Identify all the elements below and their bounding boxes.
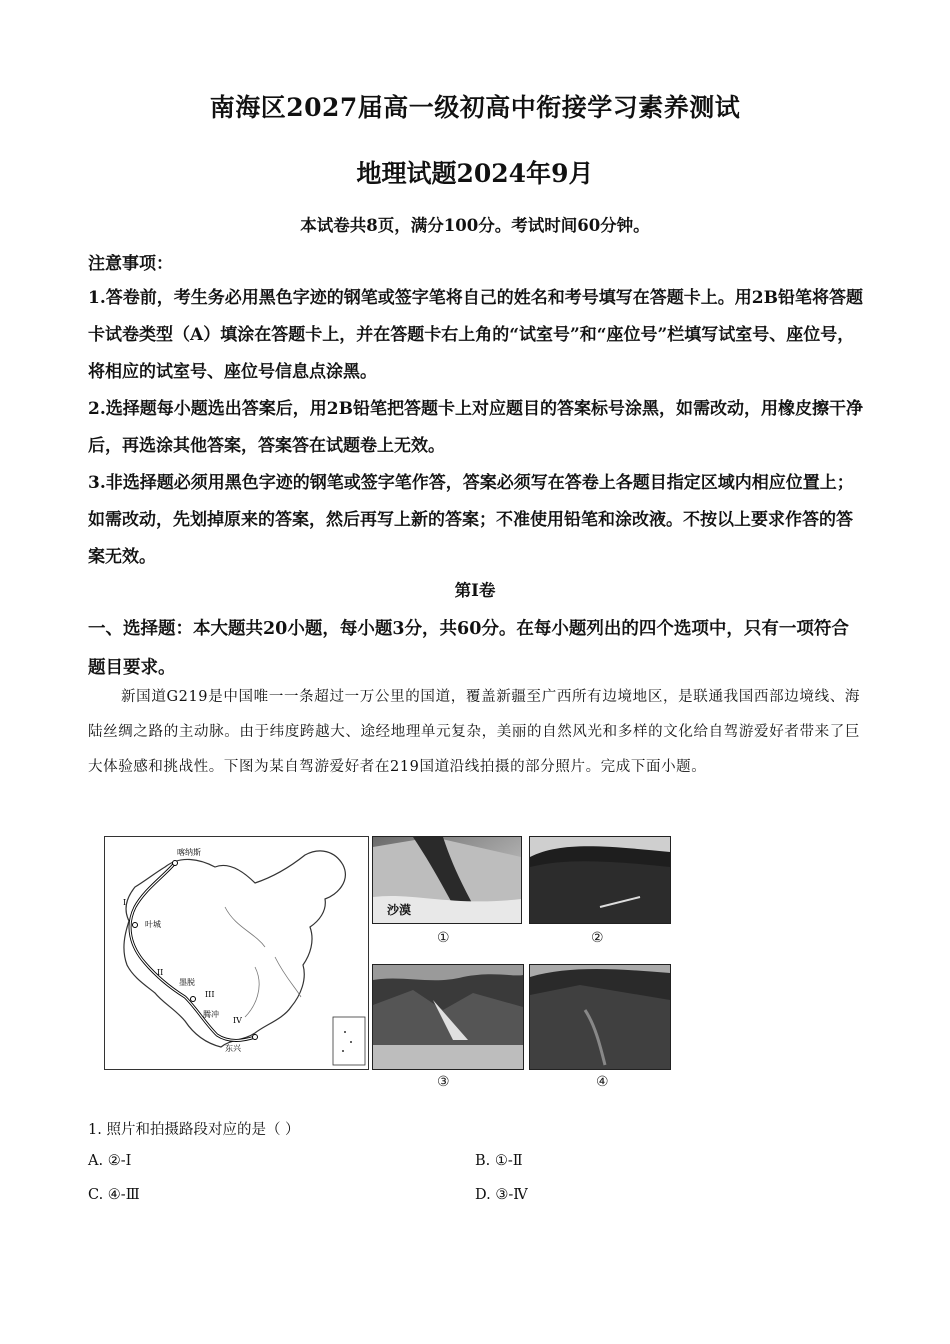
photo-label-3: ③ bbox=[437, 1074, 450, 1090]
map-label-seg2: II bbox=[157, 968, 164, 977]
photo-4 bbox=[529, 964, 671, 1070]
photo-1 bbox=[372, 836, 522, 924]
map-label-yecheng: 叶城 bbox=[145, 920, 161, 929]
china-map bbox=[104, 836, 369, 1070]
map-label-seg3: III bbox=[205, 990, 215, 999]
exam-subtitle: 地理试题2024年9月 bbox=[356, 159, 594, 188]
figure bbox=[104, 836, 674, 1098]
notes-list bbox=[88, 280, 863, 576]
map-label-seg1: I bbox=[123, 898, 127, 907]
note-item: 2.选择题每小题选出答案后，用2B铅笔把答题卡上对应题目的答案标号涂黑，如需改动，用橡皮擦干净后，再选涂其他答案，答案答在试题卷上无效。 bbox=[88, 399, 863, 456]
photo-label-4: ④ bbox=[596, 1074, 609, 1090]
option-a[interactable]: A. ②-I bbox=[88, 1153, 132, 1169]
photo-label-1: ① bbox=[437, 930, 450, 946]
question-1-stem: 1. 照片和拍摄路段对应的是（ ） bbox=[88, 1122, 300, 1138]
map-label-seg4: IV bbox=[233, 1016, 242, 1025]
map-label-motuo: 墨脱 bbox=[179, 978, 195, 987]
exam-title: 南海区2027届高一级初高中衔接学习素养测试 bbox=[209, 93, 741, 122]
map-label-kanas: 喀纳斯 bbox=[177, 848, 201, 857]
map-svg bbox=[105, 837, 368, 1069]
note-item: 3.非选择题必须用黑色字迹的钢笔或签字笔作答，答案必须写在答卷上各题目指定区域内相应位置上；如需改动，先划掉原来的答案，然后再写上新的答案；不准使用铅笔和涂改液。不按以上要求作答的答案无效。 bbox=[88, 473, 854, 567]
notes-title: 注意事项： bbox=[88, 254, 173, 274]
exam-info: 本试卷共8页，满分100分。考试时间60分钟。 bbox=[300, 216, 650, 235]
option-d[interactable]: D. ③-Ⅳ bbox=[475, 1187, 528, 1203]
photo-label-2: ② bbox=[591, 930, 604, 946]
option-c[interactable]: C. ④-Ⅲ bbox=[88, 1187, 140, 1203]
map-label-tengchong: 腾冲 bbox=[203, 1010, 219, 1019]
photo-1-caption: 沙漠 bbox=[387, 903, 412, 917]
choice-section-header: 一、选择题：本大题共20小题，每小题3分，共60分。在每小题列出的四个选项中，只有一项符合题目要求。 bbox=[88, 619, 849, 678]
note-item: 1.答卷前，考生务必用黑色字迹的钢笔或签字笔将自己的姓名和考号填写在答题卡上。用2B铅笔将答题卡试卷类型（A）填涂在答题卡上，并在答题卡右上角的“试室号”和“座位号”栏填写试室号、座位号，将相应的试室号、座位号信息点涂黑。 bbox=[88, 288, 863, 382]
map-label-dongxing: 东兴 bbox=[225, 1044, 241, 1053]
section-label: 第I卷 bbox=[454, 581, 496, 600]
photo-2 bbox=[529, 836, 671, 924]
question-intro: 新国道G219是中国唯一一条超过一万公里的国道，覆盖新疆至广西所有边境地区，是联通我国西部边境线、海陆丝绸之路的主动脉。由于纬度跨越大、途经地理单元复杂，美丽的自然风光和多样的文化给自驾游爱好者带来了巨大体验感和挑战性。下图为某自驾游爱好者在219国道沿线拍摄的部分照片。完成下面小题。 bbox=[88, 689, 860, 775]
photo-3 bbox=[372, 964, 524, 1070]
option-b[interactable]: B. ①-Ⅱ bbox=[475, 1153, 523, 1169]
